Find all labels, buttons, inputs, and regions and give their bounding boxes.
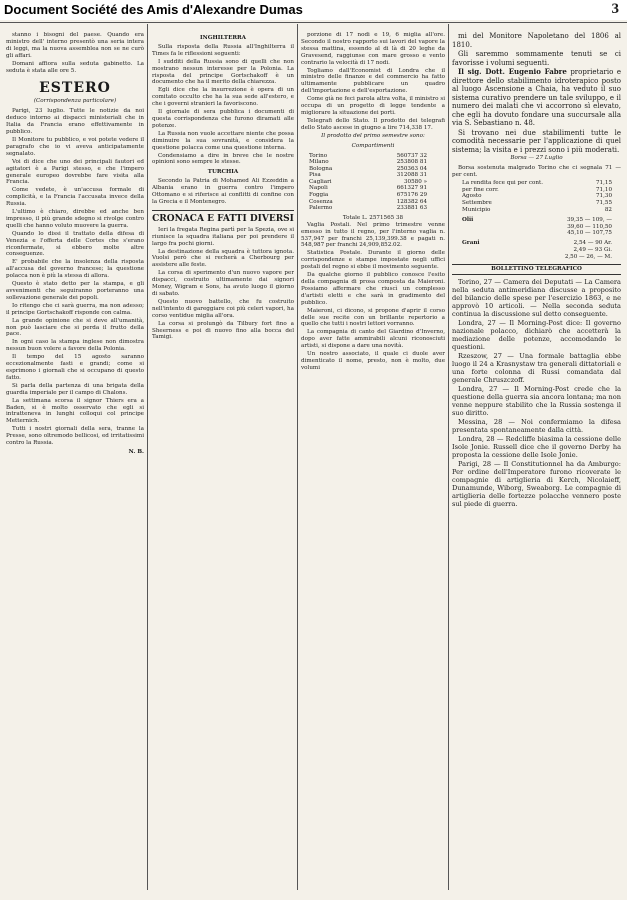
document-header-title: Document Société des Amis d'Alexandre Dumas xyxy=(4,2,303,17)
paragraph: Quando lo dissi il trattato della difesa di Venezia e l'offerta delle Cortes che s'erano riconfermate, si ebbero molte altre conseguenze. xyxy=(6,230,144,258)
table-cell: 71,55 xyxy=(595,200,612,207)
table-cell: 312088 31 xyxy=(396,172,427,179)
telegrafi-subtitle: Il prodotto del primo semestre sono: xyxy=(321,132,425,139)
table-cell: 39,60 — 110,50 xyxy=(567,223,612,230)
table-row xyxy=(309,199,427,206)
paragraph: Messina, 28 — Noi confermiamo la difesa presentata spontaneamente dalla città. xyxy=(452,418,621,435)
table-row xyxy=(309,179,427,186)
table-cell: Napoli xyxy=(309,185,328,192)
paragraph: stanno i bisogni del paese. Quando era ministro dell' interno presentò una seria intera di leggi, ma la nuova assemblea non se ne curò gli affari. xyxy=(6,32,144,59)
column-3 xyxy=(301,32,445,882)
signoff: N. B. xyxy=(128,448,144,455)
fabre-name: Il sig. Dott. Eugenio Fabre xyxy=(458,67,567,76)
table-cell: 71,10 xyxy=(595,186,612,193)
table-row xyxy=(309,166,427,173)
paragraph: Un nostro associato, il quale ci duole aver dimenticato il nome, presto, non è molto, due volumi xyxy=(301,351,445,371)
table-cell: 661327 91 xyxy=(396,185,427,192)
paragraph: Londra, 28 — Redcliffe biasima la cessione delle Isole Jonie. Russell dice che il governo Derby ha proposta la cessione delle Isole Jonie. xyxy=(452,435,621,460)
section-subtitle: (Corrispondenza particolare) xyxy=(33,98,117,105)
paragraph: La settimana scorsa il signor Thiers era a Baden, si è molto osservato che egli si intratteneva in lunghi colloqui col principe Metternich. xyxy=(6,397,144,425)
table-cell: Settembre xyxy=(462,200,492,207)
table-cell: 2,50 — 26, — M. xyxy=(564,253,612,260)
table-cell: 128382 64 xyxy=(396,198,427,205)
table-cell: per fine corr. xyxy=(462,186,499,193)
paragraph: mi del Monitore Napoletano del 1806 al 1810. xyxy=(452,32,621,49)
grani-label: Grani xyxy=(462,240,480,247)
section-title-inghilterra: INGHILTERRA xyxy=(200,35,246,41)
paragraph: Parigi, 23 luglio. Tutte le notizie da noi deduco intorno ai dispacci ministeriali che in Italia da Francia erano effettivamente in pubblico. xyxy=(6,108,144,136)
column-divider xyxy=(297,24,298,890)
paragraph: Questo nuovo battello, che fu costruito nell'intento di gareggiare coi più celeri vapori, ha corso ventidue miglia all'ora. xyxy=(152,298,294,319)
table-cell: 71,30 xyxy=(595,193,612,200)
borsa-title: Borsa — 27 Luglio xyxy=(510,155,563,161)
section-title-cronaca: CRONACA E FATTI DIVERSI xyxy=(152,210,294,225)
column-divider xyxy=(448,24,449,890)
header-rule xyxy=(0,22,627,23)
paragraph: Come vedete, è un'accusa formale di complicità, e la Francia l'accusata invece della Russia. xyxy=(6,187,144,208)
table-row xyxy=(309,192,427,199)
table-total: Totale L. 2571565 38 xyxy=(342,214,404,221)
section-title-estero: ESTERO xyxy=(39,80,111,97)
paragraph: Si parla della partenza di una brigata della guardia imperiale per il campo di Chalons. xyxy=(6,382,144,396)
table-cell: 2,54 — 90 Ar. xyxy=(573,240,612,247)
paragraph: Vaglia Postali. Nel primo trimestre venne emesso in tutto il regno, per l'interno vaglia n. 537,947 per franchi 25,139,399.38 e pagati n. 548,987 per franchi 24,909,852.02. xyxy=(301,221,445,249)
fabre-text: proprietario e direttore dello stabilimento idroterapico posto al luogo Ascensione a Chaia, ha veduto il suo sistema curativo prendere un tale sviluppo, e il numero dei malati che vi accorrono sì elevato, che egli ha dovuto fondare una succursale alla via S. Sebastiano n. 48. xyxy=(452,68,621,127)
table-row xyxy=(309,172,427,179)
column-2 xyxy=(152,32,294,882)
paragraph: Si trovano nei due stabilimenti tutte le comodità necessarie per l'applicazione di quel sistema; la visita e i prezzi sono i più moderati. xyxy=(452,128,621,154)
paragraph: E' probabile che la insolenza della risposta all'accusa del governo francese; la questione polacca non è più la stessa di allora. xyxy=(6,259,144,280)
paragraph: La grande opinione che si deve all'umanità, non può lasciare che si perda il frutto della pace. xyxy=(6,317,144,338)
paragraph: Condensiamo a dire in breve che le nostre opinioni sono sempre le stesse. xyxy=(152,152,294,166)
paragraph: Statistica Postale. Durante il giorno delle corrispondenze e stampe impostate negli uffici postali del regno si ebbe il movimento seguente. xyxy=(301,250,445,271)
table-cell: 30580 » xyxy=(404,178,427,185)
table-cell: Municipio xyxy=(462,206,491,213)
paragraph: Maieroni, ci dicono, si propone d'aprir il corso delle sue recite con un brillante repertorio a quello che tutti i nostri lettori vorranno. xyxy=(301,307,445,328)
table-row xyxy=(462,207,612,214)
table-row xyxy=(462,193,612,200)
table-cell: Cagliari xyxy=(309,178,332,185)
table-row xyxy=(462,254,612,261)
table-cell: 71,15 xyxy=(595,179,612,186)
paragraph: Ieri la fregata Regina partì per la Spezia, ove si riunisce la squadra italiana per poi prendere il largo fra pochi giorni. xyxy=(152,226,294,247)
table-row xyxy=(462,187,612,194)
telegrafi-paragraph: Telegrafi dello Stato. Il prodotto dei telegrafi dello Stato ascese in giugno a lire 714,338 17. xyxy=(301,117,445,131)
table-cell: 39,35 — 109, — xyxy=(567,216,612,223)
column-divider xyxy=(147,24,148,890)
paragraph: Egli dice che la insurrezione è opera di un comitato occulto che ha la sua sede all'estero, e che i governi stranieri la favoriscono. xyxy=(152,87,294,108)
table-cell: 253808 81 xyxy=(396,159,427,166)
table-row xyxy=(309,159,427,166)
paragraph: La corsa si prolungò da Tilbury fort fino a Sheerness e poi di nuovo fino alla bocca del Tamigi. xyxy=(152,320,294,341)
table-row xyxy=(309,185,427,192)
section-title-bollettino: BOLLETTINO TELEGRAFICO xyxy=(452,264,621,275)
paragraph: Questo è stato detto per la stampa, e gli avvenimenti che seguiranno porteranno una sollevazione generale dei popoli. xyxy=(6,281,144,301)
table-cell: 82 xyxy=(604,206,612,213)
olii-table xyxy=(462,217,612,237)
olii-label: Olii xyxy=(462,216,474,223)
grani-table xyxy=(462,240,612,260)
paragraph: Il Monitore tu pubblico, e voi potete vedere il paragrafo che io vi aveva anticipatamente segnalato. xyxy=(6,136,144,157)
paragraph: Tutti i nostri giornali della sera, tranne la Presse, sono oltremodo bellicosi, ed irritatissimi contro la Russia. xyxy=(6,426,144,447)
header-bar xyxy=(0,0,627,20)
table-cell: Foggia xyxy=(309,192,329,199)
paragraph: La destinazione della squadra è tuttora ignota. Vuolsi però che si recherà a Cherbourg per assistere alle feste. xyxy=(152,248,294,269)
table-cell: Milano xyxy=(309,159,329,166)
table-cell: 560737 32 xyxy=(396,152,427,159)
paragraph: Secondo la Patria di Mohamed Ali Ezzeddin a Albania erano in guerra contro l'impero Ottomano e si riferisce ai conflitti di confine con la Grecia e il Montenegro. xyxy=(152,178,294,205)
paragraph: Londra, 27 — Il Morning-Post crede che la questione della guerra sia ancora lontana; ma non venne neppure stabilito che la Russia sostenga il suo diritto. xyxy=(452,385,621,418)
table-row xyxy=(462,224,612,231)
table-cell: 45,10 — 107,75 xyxy=(567,230,612,237)
table-cell: Cosenza xyxy=(309,198,333,205)
paragraph: Domani affiora sulla seduta gabinetto. La seduta è stata alle ore 5. xyxy=(6,60,144,74)
table-cell: Palermo xyxy=(309,205,333,212)
table-row xyxy=(462,180,612,187)
paragraph: Il tempo del 15 agosto saranno eccezionalmente fasti e grandi; come si esprimono i giornali che si occupano di questo fatto. xyxy=(6,354,144,381)
borsa-line: Borsa sostenuta malgrado Torino che ci segnala 71 — per cent. xyxy=(452,164,621,178)
table-cell: La rendita fece qui per cont. xyxy=(462,179,543,186)
paragraph: porzione di 17 nodi e 19, 6 miglia all'ore. Secondo il nostro rapporto sui lavori del vapore la stessa mattina, essendo al di là di 20 leghe da Gravesend, raggiunse con mare grosso e vento contrario la velocità di 17 nodi. xyxy=(301,32,445,66)
paragraph: L'ultimo è chiaro, direbbe ed anche ben impresso, il più grande sdegno si rivolge contro quelli che hanno voluto muovere la guerra. xyxy=(6,209,144,229)
table-row xyxy=(462,217,612,224)
paragraph: In ogni caso la stampa inglese non dimostra nessun buon volere a favore della Polonia. xyxy=(6,339,144,353)
compartimenti-header: Compartimenti xyxy=(351,142,395,149)
paragraph: Parigi, 28 — Il Constitutionnel ha da Amburgo: Per ordine dell'Imperatore furono ricoverate le compagnie di artiglieria di Kerch, Nicolaieff, Dunamunde, Wiborg, Sweaborg. Le compagnie di artiglieria delle fortezze polacche vennero poste sul piede di guerra. xyxy=(452,460,621,509)
paragraph: Come già ne feci parola altra volta, il ministro si occupa di un progetto di legge tendente a migliorare la situazione dei porti. xyxy=(301,96,445,116)
paragraph: La corsa di sperimento d'un nuovo vapore per dispacci, costruito ultimamente dai signori Money, Wigram e Sons, ha avuto luogo il giorno di sabato. xyxy=(152,270,294,297)
paragraph: Io ritengo che ci sarà guerra, ma non adesso; il principe Gortschakoff risponde con calma. xyxy=(6,302,144,316)
paragraph: Il giornale di sera pubblica i documenti di questa corrispondenza che furono diramati alle potenze. xyxy=(152,109,294,129)
paragraph: La compagnia di canto del Giardino d'Inverno, dopo aver fatte ammirabili alcuni riconosciuti artisti, si dispone a dare una novità. xyxy=(301,329,445,350)
paragraph: Togliamo dall'Economist di Londra che il ministro delle finanze e del commercio ha fatto ultimamente pubblicare un quadro dell'importazione e dell'esportazione. xyxy=(301,67,445,95)
compartimenti-table xyxy=(309,153,427,212)
table-cell: Agosto xyxy=(462,193,482,200)
table-row xyxy=(309,205,427,212)
table-cell: 233881 63 xyxy=(396,205,427,212)
paragraph: Voi di dice che uno dei principali fautori ed agitatori è a Parigi stesso, e che l'impero generale europeo dovrebbe fare visita alla Francia. xyxy=(6,158,144,186)
table-row xyxy=(462,240,612,247)
paragraph: Londra, 27 — Il Morning-Post dice: Il governo nazionale polacco, dichiarò che accetterà la mediazione delle potenze, accomodando le questioni. xyxy=(452,319,621,352)
fabre-paragraph xyxy=(452,68,621,128)
column-1 xyxy=(6,32,144,882)
paragraph: Sulla risposta della Russia all'Inghilterra il Times fa le riflessioni seguenti: xyxy=(152,43,294,57)
paragraph: I sudditi della Russia sono di quelli che non mostrano nessun interesse per la Polonia. La risposta del principe Gortschakoff è un documento che ha il merito della chiarezza. xyxy=(152,58,294,86)
table-cell: 675176 29 xyxy=(396,192,427,199)
paragraph: Torino, 27 — Camera dei Deputati — La Camera nella seduta antimeridiana discusse a proposito del bilancio delle spese per l'esercizio 1863, e ne approvò 10 articoli. — Nella seconda seduta continua la discussione sul detto conseguente. xyxy=(452,278,621,319)
paragraph: Gli saremmo sommamente tenuti se ci favorisse i volumi seguenti. xyxy=(452,50,621,67)
paragraph: Rzeszow, 27 — Una formale battaglia ebbe luogo il 24 a Krasnystaw tra generali dittatoriali e una forte colonna di Russi comandata dal generale Chruszczoff. xyxy=(452,352,621,385)
paragraph: Da qualche giorno il pubblico conosce l'esito della compagnia di prosa composta da Maieroni. Possiamo affermare che riuscì un complesso d'artisti eletti e che sarà in gradimento del pubblico. xyxy=(301,272,445,306)
column-4 xyxy=(452,32,621,882)
section-title-turchia: TURCHIA xyxy=(207,169,239,176)
table-row xyxy=(462,200,612,207)
table-cell: 250363 04 xyxy=(396,165,427,172)
table-cell: Torino xyxy=(309,152,328,159)
paragraph: La Russia non vuole accettare niente che possa diminuire la sua sovranità, e considera la questione polacca come una questione interna. xyxy=(152,130,294,151)
table-cell: Pisa xyxy=(309,172,321,179)
table-row xyxy=(309,153,427,160)
borsa-table xyxy=(462,180,612,214)
page-number: 3 xyxy=(611,1,619,17)
table-cell: 2,49 — 93 Gi. xyxy=(573,246,612,253)
table-row xyxy=(462,247,612,254)
table-cell: Bologna xyxy=(309,165,333,172)
table-row xyxy=(462,230,612,237)
